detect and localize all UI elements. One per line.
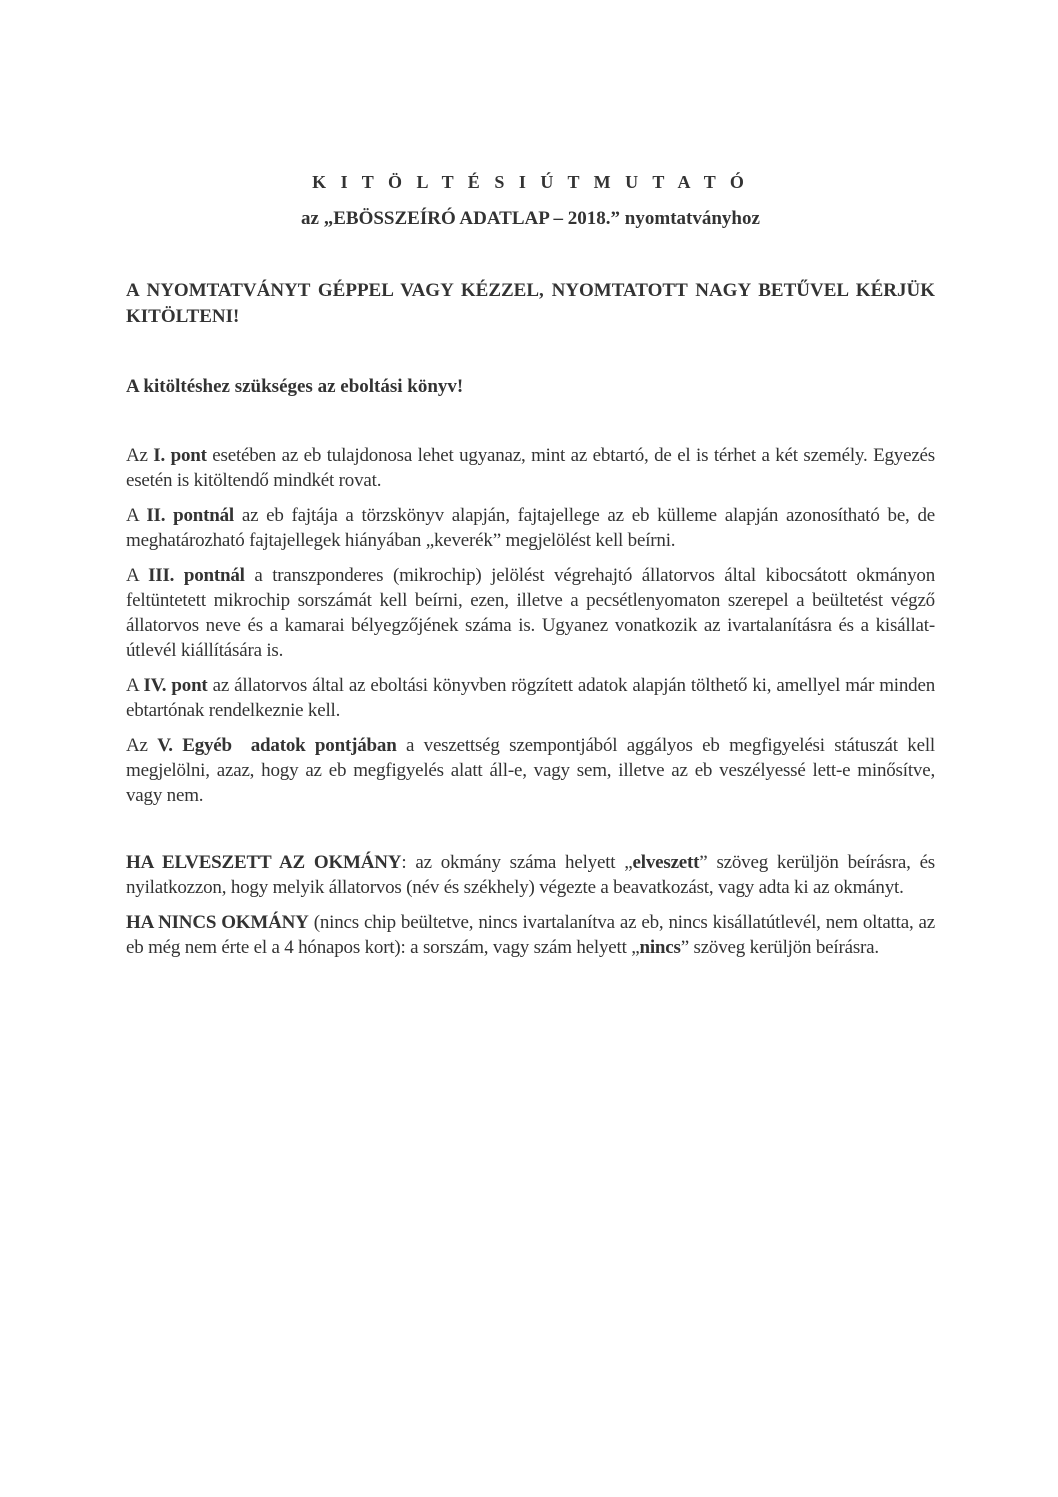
prefix: A	[126, 505, 147, 526]
point-paragraph	[126, 563, 935, 663]
point-label: V. Egyéb adatok pontjában	[157, 735, 397, 756]
document-subtitle: az „EBÖSSZEÍRÓ ADATLAP – 2018.” nyomtatványhoz	[301, 208, 760, 229]
point-label: I. pont	[153, 445, 207, 466]
points-section	[126, 443, 935, 818]
lost-text: : az okmány száma helyett „	[401, 852, 633, 873]
point-text: az állatorvos által az eboltási könyvben rögzített adatok alapján tölthető ki, amellyel már minden ebtartónak rendelkeznie kell.	[126, 675, 935, 721]
point-paragraph	[126, 733, 935, 808]
point-text: a transzponderes (mikrochip) jelölést végrehajtó állatorvos által kibocsátott okmányon feltüntetett mikrochip sorszámát kell beírni, ezen, illetve a pecsétlenyomaton szerepel a beültetést végző állatorvos neve és a kamarai bélyegzőjének száma is. Ugyanez vonatkozik az ivartalanításra és a kisállat-útlevél kiállítására is.	[126, 565, 936, 661]
point-paragraph	[126, 443, 935, 493]
point-paragraph	[126, 503, 935, 553]
special-cases-section	[126, 850, 935, 970]
prefix: Az	[126, 735, 158, 756]
none-label: HA NINCS OKMÁNY	[126, 912, 309, 933]
requirement-note: A kitöltéshez szükséges az eboltási könyv!	[126, 376, 464, 397]
none-text: (nincs chip beültetve, nincs ivartalanítva az eb, nincs kisállatútlevél, nem oltatta, az eb még nem érte el a 4 hónapos kort): a sorszám, vagy szám helyett „	[126, 912, 935, 958]
none-keyword: nincs	[639, 937, 681, 958]
lost-text: ” szöveg kerüljön beírásra, és nyilatkozzon, hogy melyik állatorvos (név és székhely) végezte a beavatkozást, vagy adta ki az okmányt.	[126, 852, 936, 898]
point-text: az eb fajtája a törzskönyv alapján, fajtajellege az eb külleme alapján azonosítható be, de meghatározható fajtajellegek hiányában „keverék” megjelölést kell beírni.	[126, 505, 935, 551]
prefix: A	[126, 675, 144, 696]
point-paragraph	[126, 673, 935, 723]
prefix: Az	[126, 445, 154, 466]
prefix: A	[126, 565, 149, 586]
lost-document-paragraph	[126, 850, 935, 900]
fill-instruction-warning: A NYOMTATVÁNYT GÉPPEL VAGY KÉZZEL, NYOMTATOTT NAGY BETŰVEL KÉRJÜK KITÖLTENI!	[126, 280, 935, 327]
point-label: II. pontnál	[146, 505, 234, 526]
none-text: ” szöveg kerüljön beírásra.	[680, 937, 879, 958]
point-label: IV. pont	[143, 675, 208, 696]
lost-label: HA ELVESZETT AZ OKMÁNY	[126, 852, 402, 873]
point-text: a veszettség szempontjából aggályos eb megfigyelési státuszát kell megjelölni, azaz, hogy az eb megfigyelés alatt áll-e, vagy sem, illetve az eb veszélyessé lett-e minősítve, vagy nem.	[126, 735, 935, 806]
no-document-paragraph	[126, 910, 935, 960]
lost-keyword: elveszett	[632, 852, 700, 873]
document-title: K I T Ö L T É S I Ú T M U T A T Ó	[312, 172, 749, 192]
point-label: III. pontnál	[148, 565, 245, 586]
point-text: esetében az eb tulajdonosa lehet ugyanaz, mint az ebtartó, de el is térhet a két személy. Egyezés esetén is kitöltendő mindkét rovat.	[126, 445, 935, 491]
